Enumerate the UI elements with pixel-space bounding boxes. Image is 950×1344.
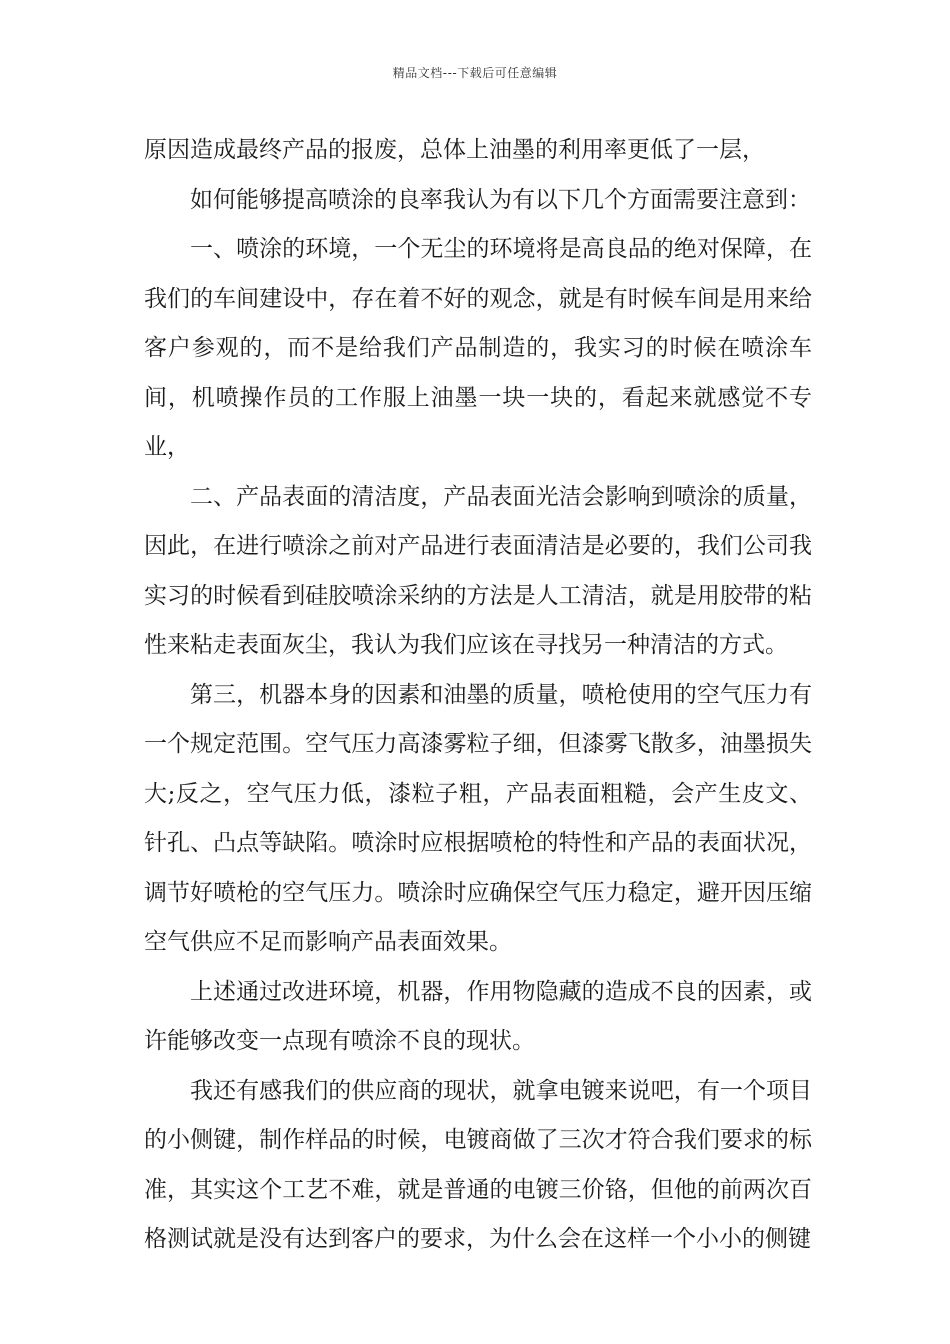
- paragraph-environment: 一、喷涂的环境，一个无尘的环境将是高良品的绝对保障，在我们的车间建设中，存在着不好的观念，就是有时候车间是用来给客户参观的，而不是给我们产品制造的，我实习的时候在喷涂车间，机喷操作员的工作服上油墨一块一块的，看起来就感觉不专业，: [144, 236, 812, 460]
- paragraph-supplier: 我还有感我们的供应商的现状，就拿电镀来说吧，有一个项目的小侧键，制作样品的时候，电镀商做了三次才符合我们要求的标准，其实这个工艺不难，就是普通的电镀三价铬，但他的前两次百格测试就是没有达到客户的要求，为什么会在这样一个小小的侧键: [144, 1077, 812, 1252]
- paragraph-machine: 第三，机器本身的因素和油墨的质量，喷枪使用的空气压力有一个规定范围。空气压力高漆雾粒子细，但漆雾飞散多，油墨损失大;反之，空气压力低，漆粒子粗，产品表面粗糙，会产生皮文、针孔、凸点等缺陷。喷涂时应根据喷枪的特性和产品的表面状况，调节好喷枪的空气压力。喷涂时应确保空气压力稳定，避开因压缩空气供应不足而影响产品表面效果。: [144, 681, 812, 955]
- paragraph-cleanliness: 二、产品表面的清洁度，产品表面光洁会影响到喷涂的质量，因此，在进行喷涂之前对产品进行表面清洁是必要的，我们公司我实习的时候看到硅胶喷涂采纳的方法是人工清洁，就是用胶带的粘性来粘走表面灰尘，我认为我们应该在寻找另一种清洁的方式。: [144, 483, 812, 658]
- paragraph-summary: 上述通过改进环境，机器，作用物隐藏的造成不良的因素，或许能够改变一点现有喷涂不良的现状。: [144, 978, 812, 1054]
- paragraph-intro: 如何能够提高喷涂的良率我认为有以下几个方面需要注意到：: [190, 186, 811, 213]
- paragraph-continuation: 原因造成最终产品的报废，总体上油墨的利用率更低了一层，: [144, 137, 765, 163]
- document-body: [144, 126, 812, 1265]
- page-header: 精品文档---下载后可任意编辑: [392, 66, 558, 80]
